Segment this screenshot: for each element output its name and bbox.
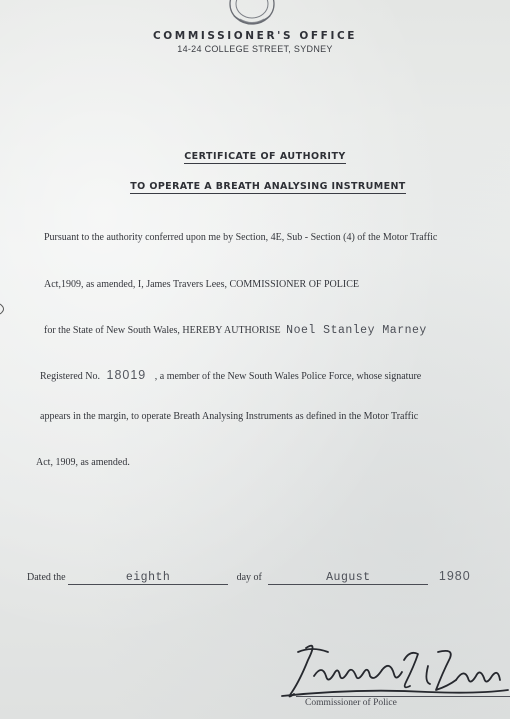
signature-line bbox=[296, 696, 510, 697]
body-line-5: appears in the margin, to operate Breath Analysing Instruments as defined in the Motor Traffic bbox=[40, 411, 419, 422]
office-address: 14-24 COLLEGE STREET, SYDNEY bbox=[177, 44, 333, 54]
body-line-2: Act,1909, as amended, I, James Travers Lees, COMMISSIONER OF POLICE bbox=[44, 279, 359, 290]
date-line bbox=[27, 569, 471, 585]
day-of-label: day of bbox=[236, 572, 262, 583]
month-value: August bbox=[326, 571, 371, 584]
body-line-1: Pursuant to the authority conferred upon me by Section, 4E, Sub - Section (4) of the Motor Traffic bbox=[44, 232, 438, 243]
dated-label: Dated the bbox=[27, 572, 66, 583]
office-title: COMMISSIONER'S OFFICE bbox=[152, 30, 358, 42]
certificate-title bbox=[0, 151, 510, 162]
body-line-6: Act, 1909, as amended. bbox=[36, 457, 130, 468]
certificate-subtitle-text: TO OPERATE A BREATH ANALYSING INSTRUMENT bbox=[130, 181, 406, 192]
authorise-text: for the State of New South Wales, HEREBY AUTHORISE bbox=[44, 325, 281, 336]
certificate-subtitle bbox=[0, 181, 510, 192]
year-value: 1980 bbox=[438, 569, 471, 583]
signature-caption: Commissioner of Police bbox=[305, 698, 397, 708]
registered-label: Registered No. bbox=[40, 371, 100, 382]
body-line-4 bbox=[40, 368, 421, 382]
margin-mark bbox=[0, 302, 8, 316]
day-value: eighth bbox=[125, 571, 171, 584]
body-line-3 bbox=[44, 324, 427, 337]
officer-name: Noel Stanley Marney bbox=[286, 324, 427, 337]
registered-number: 18019 bbox=[106, 368, 147, 382]
day-blank bbox=[68, 572, 228, 585]
member-text: , a member of the New South Wales Police Force, whose signature bbox=[154, 371, 422, 382]
certificate-title-text: CERTIFICATE OF AUTHORITY bbox=[184, 151, 346, 162]
police-crest-icon bbox=[226, 0, 278, 26]
month-blank bbox=[268, 572, 428, 585]
